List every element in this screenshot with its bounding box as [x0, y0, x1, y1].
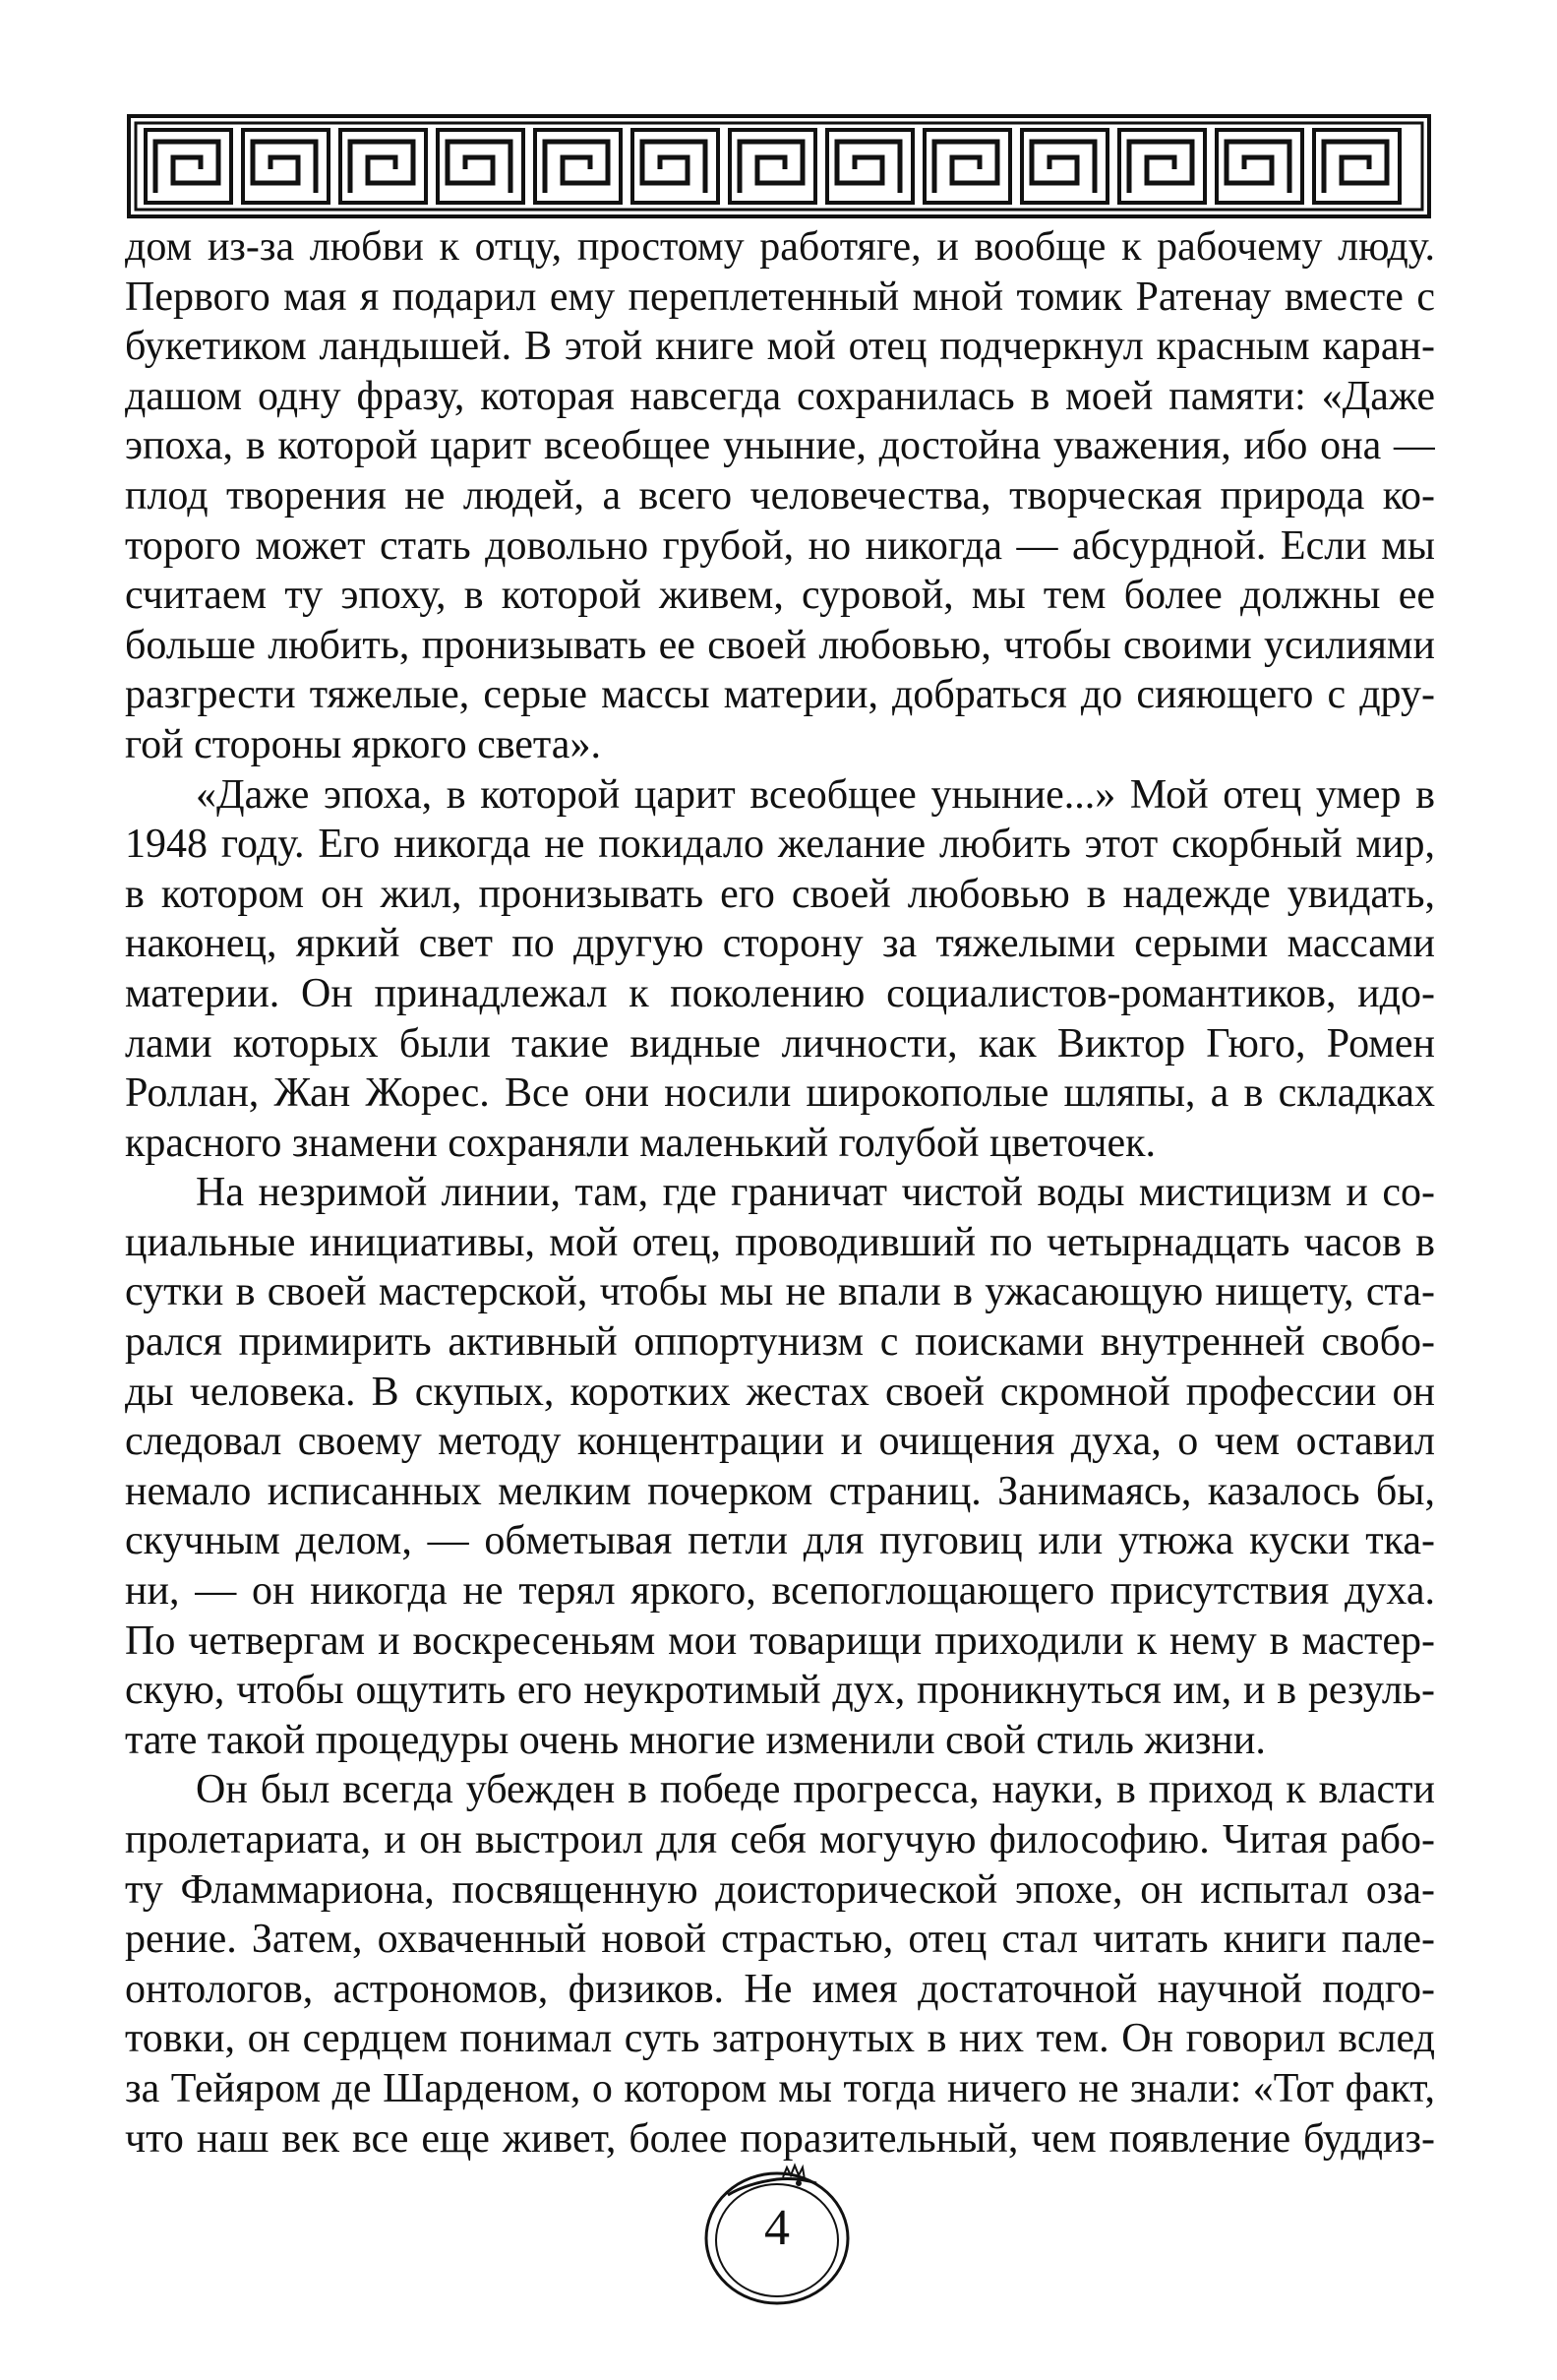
text-line: что наш век все еще живет, более поразительный, чем появление буддиз- — [125, 2115, 1435, 2162]
text-line: немало исписанных мелким почерком страниц. Занимаясь, казалось бы, — [125, 1468, 1435, 1514]
meander-unit — [146, 130, 231, 203]
text-line: онтологов, астрономов, физиков. Не имея достаточной научной подго- — [125, 1966, 1435, 2012]
text-line: По четвергам и воскресеньям мои товарищи приходили к нему в мастер- — [125, 1617, 1435, 1664]
paragraph-end-line: гой стороны яркого света». — [125, 721, 601, 767]
greek-meander-border-icon — [127, 114, 1431, 218]
text-line: букетиком ландышей. В этой книге мой отец подчеркнул красным каран- — [125, 324, 1435, 370]
meander-unit — [340, 130, 426, 203]
text-line: рался примирить активный оппортунизм с поисками внутренней свобо- — [125, 1319, 1435, 1366]
text-line: скую, чтобы ощутить его неукротимый дух, проникнуться им, и в резуль- — [125, 1668, 1435, 1714]
meander-unit — [243, 130, 329, 203]
text-line: наконец, яркий свет по другую сторону за тяжелыми серыми массами — [125, 921, 1435, 967]
text-line: ту Фламмариона, посвященную доисторической эпохе, он испытал оза- — [125, 1866, 1435, 1913]
text-line: в котором он жил, пронизывать его своей любовью в надежде увидать, — [125, 871, 1435, 917]
paragraph-start-line: «Даже эпоха, в которой царит всеобщее уныние...» Мой отец умер в — [196, 771, 1435, 818]
meander-unit — [535, 130, 621, 203]
text-line: материи. Он принадлежал к поколению социалистов-романтиков, идо- — [125, 970, 1435, 1016]
text-line: Первого мая я подарил ему переплетенный мной томик Ратенау вместе с — [125, 274, 1435, 320]
text-line: за Тейяром де Шарденом, о котором мы тогда ничего не знали: «Тот факт, — [125, 2065, 1435, 2111]
text-line: Роллан, Жан Жорес. Все они носили широкополые шляпы, а в складках — [125, 1070, 1435, 1117]
meander-unit — [730, 130, 815, 203]
text-line: дашом одну фразу, которая навсегда сохранилась в моей памяти: «Даже — [125, 373, 1435, 419]
text-line: считаем ту эпоху, в которой живем, суровой, мы тем более должны ее — [125, 573, 1435, 619]
paragraph-end-line: тате такой процедуры очень многие изменили свой стиль жизни. — [125, 1717, 1266, 1763]
text-line: товки, он сердцем понимал суть затронутых в них тем. Он говорил вслед — [125, 2016, 1435, 2062]
text-line: циальные инициативы, мой отец, проводивший по четырнадцать часов в — [125, 1219, 1435, 1265]
page-number: 4 — [764, 2200, 790, 2256]
meander-unit — [438, 130, 523, 203]
text-line: пролетариата, и он выстроил для себя могучую философию. Читая рабо- — [125, 1817, 1435, 1862]
text-line: разгрести тяжелые, серые массы материи, добраться до сияющего с дру- — [125, 672, 1435, 718]
text-line: ды человека. В скупых, коротких жестах своей скромной профессии он — [125, 1369, 1435, 1415]
meander-unit — [1022, 130, 1108, 203]
paragraph-start-line: На незримой линии, там, где граничат чистой воды мистицизм и со- — [196, 1170, 1435, 1216]
text-line: сутки в своей мастерской, чтобы мы не впали в ужасающую нищету, ста- — [125, 1269, 1435, 1315]
page-body-text — [125, 222, 1435, 2164]
text-line: плод творения не людей, а всего человечества, творческая природа ко- — [125, 472, 1435, 519]
meander-unit — [1217, 130, 1302, 203]
text-line: эпоха, в которой царит всеобщее уныние, достойна уважения, ибо она — — [125, 423, 1435, 469]
meander-unit — [1119, 130, 1205, 203]
meander-unit — [827, 130, 913, 203]
meander-unit — [632, 130, 718, 203]
text-line: дом из-за любви к отцу, простому работяге, и вообще к рабочему люду. — [125, 224, 1435, 270]
text-line: скучным делом, — обметывая петли для пуговиц или утюжа куски тка- — [125, 1518, 1435, 1564]
paragraph-end-line: красного знамени сохраняли маленький голубой цветочек. — [125, 1120, 1157, 1166]
text-line: 1948 году. Его никогда не покидало желание любить этот скорбный мир, — [125, 822, 1435, 868]
paragraph-start-line: Он был всегда убежден в победе прогресса, науки, в приход к власти — [196, 1767, 1435, 1813]
text-line: лами которых были такие видные личности, как Виктор Гюго, Ромен — [125, 1020, 1435, 1067]
text-line: больше любить, пронизывать ее своей любовью, чтобы своими усилиями — [125, 622, 1435, 668]
text-line: торого может стать довольно грубой, но никогда — абсурдной. Если мы — [125, 522, 1435, 569]
text-line: рение. Затем, охваченный новой страстью, отец стал читать книги пале- — [125, 1917, 1435, 1963]
text-line: ни, — он никогда не терял яркого, всепоглощающего присутствия духа. — [125, 1568, 1435, 1615]
text-line: следовал своему методу концентрации и очищения духа, о чем оставил — [125, 1419, 1435, 1465]
meander-unit — [925, 130, 1010, 203]
meander-unit — [1314, 130, 1400, 203]
